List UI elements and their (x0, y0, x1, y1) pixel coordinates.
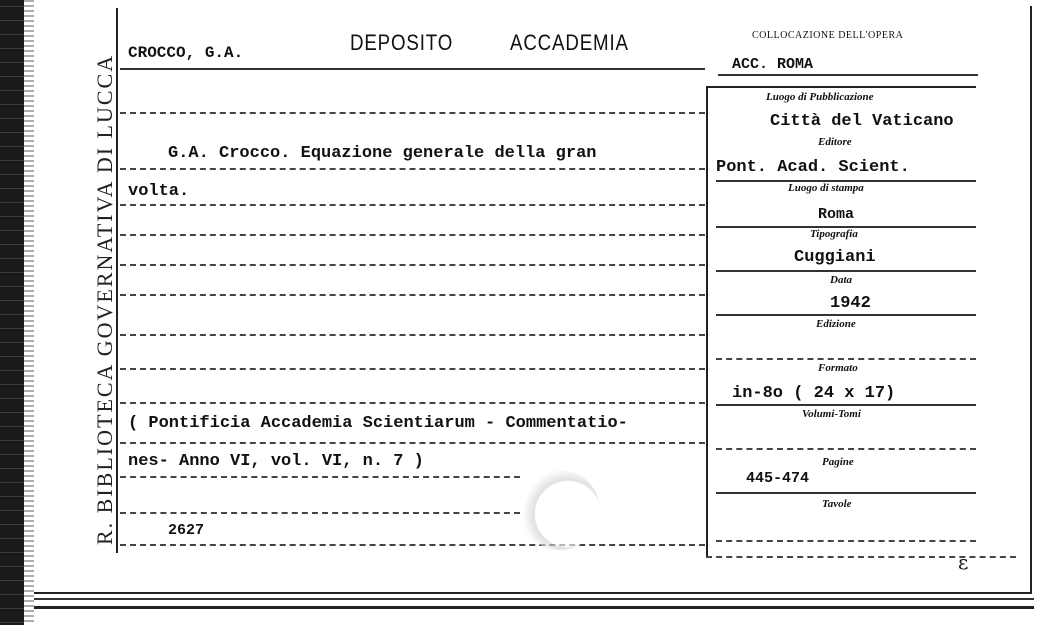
rule-line (716, 358, 976, 360)
data-value: 1942 (830, 294, 871, 313)
ink-stamp (520, 470, 600, 550)
rule-line (706, 556, 1016, 558)
rule-line (716, 492, 976, 494)
rule-line (716, 540, 976, 542)
data-label: Data (830, 274, 852, 286)
rule-line (120, 294, 705, 296)
series-line-1: ( Pontificia Accademia Scientiarum - Commentatio- (128, 414, 628, 433)
rule-line (718, 74, 978, 76)
academy-heading: ACCADEMIA (510, 30, 629, 55)
rule-line (120, 402, 705, 404)
formato-label: Formato (818, 362, 858, 374)
editore-value: Pont. Acad. Scient. (716, 158, 910, 177)
luogo-stampa-value: Roma (818, 206, 855, 223)
rule-line (120, 234, 705, 236)
fields-box-left (706, 86, 708, 556)
tipografia-value: Cuggiani (794, 248, 876, 267)
rule-line (120, 334, 705, 336)
collocation-label: COLLOCAZIONE DELL'OPERA (752, 30, 904, 41)
rule-line (120, 512, 520, 514)
rule-line (120, 168, 705, 170)
rule-line (120, 112, 705, 114)
pagine-label: Pagine (822, 456, 854, 468)
tipografia-label: Tipografia (810, 228, 858, 240)
luogo-pub-value: Città del Vaticano (770, 112, 954, 131)
handwritten-mark: ε (958, 550, 969, 574)
volumi-label: Volumi-Tomi (802, 408, 861, 420)
rule-line (120, 204, 705, 206)
collocation-value: ACC. ROMA (732, 56, 814, 73)
rule-line (120, 264, 705, 266)
edizione-label: Edizione (816, 318, 856, 330)
rule-line (120, 442, 705, 444)
binding-holes (24, 0, 34, 625)
rule-line (120, 476, 520, 478)
formato-value: in-8o ( 24 x 17) (732, 384, 896, 403)
editore-label: Editore (818, 136, 852, 148)
rule-line (120, 544, 705, 546)
bottom-rule-2 (34, 606, 1034, 609)
rule-line (120, 368, 705, 370)
binding-edge (0, 0, 24, 625)
deposit-heading: DEPOSITO (350, 30, 454, 55)
pagine-value: 445-474 (746, 470, 810, 487)
rule-line (716, 448, 976, 450)
rule-line (716, 404, 976, 406)
series-line-2: nes- Anno VI, vol. VI, n. 7 ) (128, 452, 424, 471)
tavole-label: Tavole (822, 498, 852, 510)
rule-line (716, 270, 976, 272)
luogo-pub-label: Luogo di Pubblicazione (766, 91, 874, 103)
title-line-1: G.A. Crocco. Equazione generale della gran (168, 144, 597, 163)
rule-line (120, 68, 705, 70)
title-line-2: volta. (128, 182, 190, 201)
fields-box-top (706, 86, 976, 88)
bottom-rule (34, 598, 1034, 600)
library-title: R. BIBLIOTECA GOVERNATIVA DI LUCCA (92, 53, 117, 545)
rule-line (716, 314, 976, 316)
luogo-stampa-label: Luogo di stampa (788, 182, 864, 194)
inventory-number: 2627 (168, 522, 205, 539)
author-name: CROCCO, G.A. (128, 44, 244, 62)
